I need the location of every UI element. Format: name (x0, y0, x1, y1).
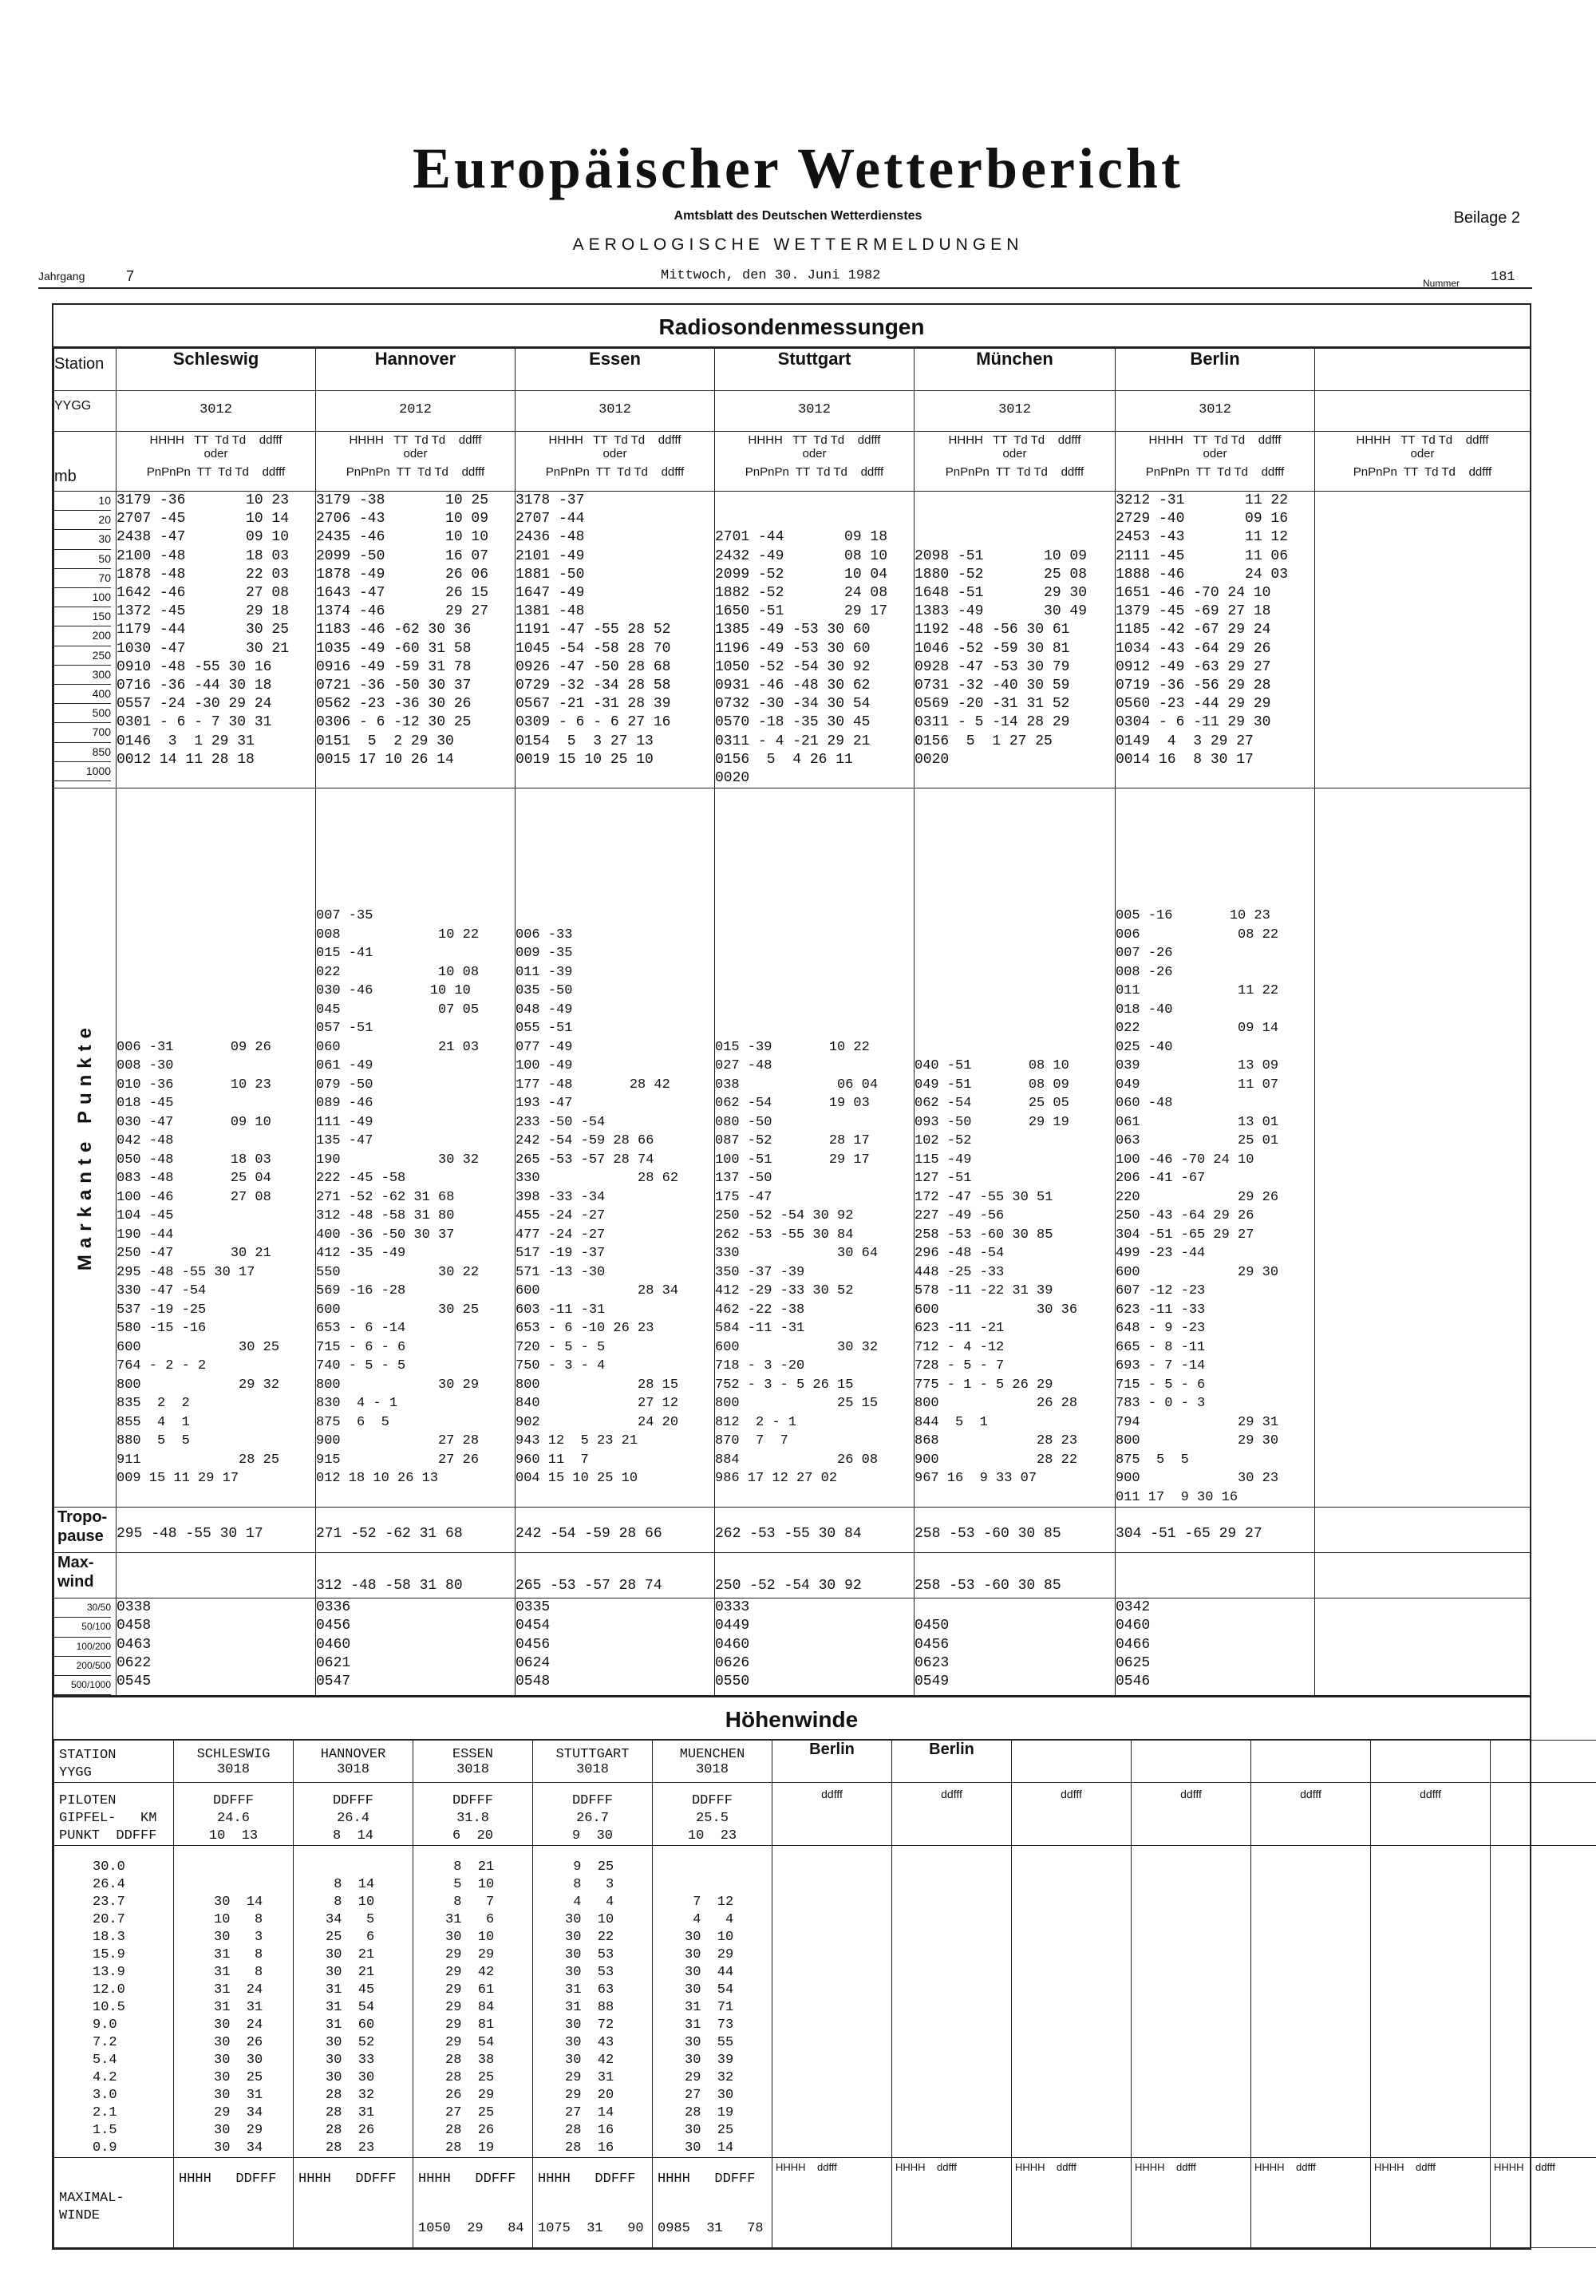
issue-date: Mittwoch, den 30. Juni 1982 (661, 268, 881, 283)
station-name-6 (1315, 349, 1531, 391)
hw-heights (54, 1846, 174, 2158)
thick-data-6 (1315, 1599, 1531, 1696)
hw-station-name: SCHLESWIG (196, 1747, 271, 1763)
pressure-level-label: 1000 (54, 762, 111, 781)
tropo-data-6 (1315, 1508, 1531, 1553)
hw-punkt: 6 20 (452, 1828, 493, 1844)
col-head-bot: PnPnPn TT Td Td ddfff (146, 465, 286, 479)
hw-ddfff-4: ddfff (1251, 1783, 1371, 1846)
col-head-top: HHHH TT Td Td ddfff (1356, 433, 1489, 447)
hw-punkt: 8 14 (332, 1828, 373, 1844)
hw-extra-max-5 (1371, 2158, 1491, 2248)
pressure-level-label: 250 (54, 646, 111, 666)
column-header-0 (117, 432, 316, 492)
hw-extra-station-0: Berlin (772, 1741, 892, 1783)
mark-data-0: 006 -31 09 26 008 -30 010 -36 10 23 018 -45 030 -47 09 10 042 -48 050 -48 18 03 083 -48 25 04 100 -46 27 08 104 -45 190 -44 250 -47 30 21 295 -48 -55 30 17 330 -47 -54 537 -19 -25 580 -15 -16 600 30 25 764 - 2 - 2 800 29 32 835 2 2 855 4 1 880 5 5 911 28 25 009 15 11 29 17 (117, 788, 316, 1508)
column-header-1 (316, 432, 516, 492)
maxwind-data-5 (1116, 1553, 1315, 1599)
pressure-level-label: 300 (54, 666, 111, 685)
hw-extra-ddfff: ddfff (817, 2161, 837, 2174)
maxwind-label: Max-wind (54, 1553, 117, 1599)
mark-data-6 (1315, 788, 1531, 1508)
hw-extra-max-head (772, 2158, 891, 2176)
radiosonde-table (53, 348, 1531, 1696)
hw-max-value (174, 2188, 293, 2220)
hw-station-name: HANNOVER (320, 1747, 386, 1763)
year-value: 7 (126, 268, 135, 284)
hw-extra-max-head (1251, 2158, 1370, 2176)
col-head-mid: oder (802, 447, 827, 460)
hw-punkt: 10 23 (687, 1828, 737, 1844)
station-name-1: Hannover (316, 349, 516, 391)
level-labels (54, 492, 116, 781)
col-head-bot: PnPnPn TT Td Td ddfff (945, 465, 1084, 479)
hw-ddfff-1: ddfff (892, 1783, 1012, 1846)
hw-max-head: HHHH DDFFF (179, 2172, 277, 2187)
level-data-5: 3212 -31 11 22 2729 -40 09 16 2453 -43 11 12 2111 -45 11 06 1888 -46 24 03 1651 -46 -70 24 10 1379 -45 -69 27 18 1185 -42 -67 29 24 1034 -43 -64 29 26 0912 -49 -63 29 27 0719 -36 -56 29 28 0560 -23 -44 29 29 0304 - 6 -11 29 30 0149 4 3 29 27 0014 16 8 30 17 (1116, 492, 1315, 788)
col-head-mid: oder (203, 447, 228, 460)
hw-extra-hhhh: HHHH (895, 2161, 926, 2174)
hw-station-4 (653, 1741, 772, 1783)
hw-max-head: HHHH DDFFF (298, 2172, 397, 2187)
hw-ddfff-0: ddfff (772, 1783, 892, 1846)
hw-extra-body-3 (1132, 1846, 1251, 2158)
hw-max-value (294, 2188, 413, 2220)
maxwind-data-6 (1315, 1553, 1531, 1599)
col-head-mid: oder (1002, 447, 1027, 460)
hw-ddfff-2: ddfff (1012, 1783, 1132, 1846)
maxwind-data-3: 250 -52 -54 30 92 (715, 1553, 915, 1599)
col-head-mid: oder (602, 447, 627, 460)
tropo-data-1: 271 -52 -62 31 68 (316, 1508, 516, 1553)
column-header-6 (1315, 432, 1531, 492)
hw-km: 26.7 (576, 1811, 609, 1827)
hw-station-0 (174, 1741, 294, 1783)
publisher-subtitle: Amtsblatt des Deutschen Wetterdienstes (674, 209, 922, 223)
hw-station-name: MUENCHEN (679, 1747, 745, 1763)
hw-extra-ddfff: ddfff (1416, 2161, 1436, 2174)
hw-pilot-label-cell (54, 1783, 174, 1846)
hw-extra-max-6 (1491, 2158, 1596, 2248)
hw-extra-max-0 (772, 2158, 892, 2248)
hw-station-yygg: 3018 (576, 1762, 609, 1778)
hw-station-yygg: 3018 (217, 1762, 250, 1778)
level-data-2: 3178 -37 2707 -44 2436 -48 2101 -49 1881 -50 1647 -49 1381 -48 1191 -47 -55 28 52 1045 -54 -58 28 70 0926 -47 -50 28 68 0729 -32 -34 28 58 0567 -21 -31 28 39 0309 - 6 - 6 27 16 0154 5 3 27 13 0019 15 10 25 10 (516, 492, 715, 788)
hw-extra-hhhh: HHHH (1015, 2161, 1045, 2174)
thick-data-5: 0342 0460 0466 0625 0546 (1116, 1599, 1315, 1696)
hw-extra-station-5 (1371, 1741, 1491, 1783)
col-head-top: HHHH TT Td Td ddfff (149, 433, 282, 447)
hw-pilot-1 (294, 1783, 413, 1846)
hw-ddfff-3: ddfff (1132, 1783, 1251, 1846)
hw-height-list: 30.0 26.4 23.7 20.7 18.3 15.9 13.9 12.0 10.5 9.0 7.2 5.4 4.2 3.0 2.1 1.5 0.9 (93, 1859, 125, 2156)
hw-extra-body-5 (1371, 1846, 1491, 2158)
station-yygg-4: 3012 (915, 391, 1116, 432)
hw-dd: DDFFF (332, 1793, 373, 1809)
hw-punkt: 9 30 (571, 1828, 613, 1844)
tropopause-label: Tropo-pause (54, 1508, 117, 1553)
thick-data-2: 0335 0454 0456 0624 0548 (516, 1599, 715, 1696)
hw-pilot-0 (174, 1783, 294, 1846)
thickness-level-label: 200/500 (54, 1657, 111, 1676)
hw-extra-max-head (1132, 2158, 1250, 2176)
station-name-0: Schleswig (117, 349, 316, 391)
hw-ddfff-empty (1491, 1783, 1596, 1846)
hw-winds-1 (294, 1846, 413, 2158)
pressure-level-label: 400 (54, 685, 111, 704)
year-label: Jahrgang (38, 270, 85, 283)
hw-wind-list: 8 14 8 10 34 5 25 6 30 21 30 21 31 45 31 54 31 60 30 52 30 33 30 30 28 32 28 31 28 26 28 23 (326, 1877, 375, 2156)
hw-dd: DDFFF (571, 1793, 613, 1809)
station-name-3: Stuttgart (715, 349, 915, 391)
level-data-1: 3179 -38 10 25 2706 -43 10 09 2435 -46 10 10 2099 -50 16 07 1878 -49 26 06 1643 -47 26 15 1374 -46 29 27 1183 -46 -62 30 36 1035 -49 -60 31 58 0916 -49 -59 31 78 0721 -36 -50 30 37 0562 -23 -36 30 26 0306 - 6 -12 30 25 0151 5 2 29 30 0015 17 10 26 14 (316, 492, 516, 788)
hw-extra-station-1: Berlin (892, 1741, 1012, 1783)
hw-station-1 (294, 1741, 413, 1783)
hw-station-3 (533, 1741, 653, 1783)
column-header-5 (1116, 432, 1315, 492)
markante-punkte-label: Markante Punkte (73, 1021, 96, 1271)
hw-station-2 (413, 1741, 533, 1783)
pressure-level-label: 10 (54, 492, 111, 511)
tropo-data-4: 258 -53 -60 30 85 (915, 1508, 1116, 1553)
pressure-level-label: 500 (54, 704, 111, 723)
hw-extra-hhhh: HHHH (776, 2161, 806, 2174)
hw-extra-max-2 (1012, 2158, 1132, 2248)
thickness-level-label: 30/50 (54, 1599, 111, 1618)
hw-extra-body-0 (772, 1846, 892, 2158)
mark-data-1: 007 -35 008 10 22 015 -41 022 10 08 030 -46 10 10 045 07 05 057 -51 060 21 03 061 -49 079 -50 089 -46 111 -49 135 -47 190 30 32 222 -45 -58 271 -52 -62 31 68 312 -48 -58 31 80 400 -36 -50 30 37 412 -35 -49 550 30 22 569 -16 -28 600 30 25 653 - 6 -14 715 - 6 - 6 740 - 5 - 5 800 30 29 830 4 - 1 875 6 5 900 27 28 915 27 26 012 18 10 26 13 (316, 788, 516, 1508)
station-yygg-1: 2012 (316, 391, 516, 432)
thickness-level-label: 100/200 (54, 1638, 111, 1657)
section-subtitle: AEROLOGISCHE WETTERMELDUNGEN (572, 235, 1024, 254)
col-head-bot: PnPnPn TT Td Td ddfff (545, 465, 685, 479)
hw-extra-max-head (892, 2158, 1011, 2176)
hw-extra-hhhh: HHHH (1135, 2161, 1165, 2174)
hw-wind-list: 7 12 4 4 30 10 30 29 30 44 30 54 31 71 31 73 30 55 30 39 29 32 27 30 28 19 30 25 30 14 (685, 1895, 734, 2156)
thick-data-4: 0450 0456 0623 0549 (915, 1599, 1116, 1696)
level-data-4: 2098 -51 10 09 1880 -52 25 08 1648 -51 29 30 1383 -49 30 49 1192 -48 -56 30 61 1046 -52 -59 30 81 0928 -47 -53 30 79 0731 -32 -40 30 59 0569 -20 -31 31 52 0311 - 5 -14 28 29 0156 5 1 27 25 0020 (915, 492, 1116, 788)
thickness-level-label: 500/1000 (54, 1676, 111, 1695)
hw-winds-3 (533, 1846, 653, 2158)
column-header-2 (516, 432, 715, 492)
hw-ddfff-5: ddfff (1371, 1783, 1491, 1846)
col-head-top: HHHH TT Td Td ddfff (948, 433, 1081, 447)
station-yygg-6 (1315, 391, 1531, 432)
col-head-mid: oder (1410, 447, 1435, 460)
col-head-bot: PnPnPn TT Td Td ddfff (1353, 465, 1492, 479)
hw-extra-max-head (1491, 2158, 1596, 2176)
hw-extra-body-2 (1012, 1846, 1132, 2158)
hw-station-label-cell (54, 1741, 174, 1783)
hw-maximal-label-cell (54, 2158, 174, 2248)
hw-station-yygg: 3018 (456, 1762, 489, 1778)
hw-extra-ddfff: ddfff (1535, 2161, 1555, 2174)
hw-extra-body-4 (1251, 1846, 1371, 2158)
hw-pilot-3 (533, 1783, 653, 1846)
hw-km: 31.8 (456, 1811, 489, 1827)
col-head-top: HHHH TT Td Td ddfff (748, 433, 881, 447)
issue-line (38, 268, 1532, 289)
number-label: Nummer (1423, 278, 1460, 289)
hw-max-head: HHHH DDFFF (418, 2172, 516, 2187)
mark-data-4: 040 -51 08 10 049 -51 08 09 062 -54 25 05 093 -50 29 19 102 -52 115 -49 127 -51 172 -47 -55 30 51 227 -49 -56 258 -53 -60 30 85 296 -48 -54 448 -25 -33 578 -11 -22 31 39 600 30 36 623 -11 -21 712 - 4 -12 728 - 5 - 7 775 - 1 - 5 26 29 800 26 28 844 5 1 868 28 23 900 28 22 967 16 9 33 07 (915, 788, 1116, 1508)
hoehenwinde-table (53, 1740, 1596, 2248)
hw-station-yygg: 3018 (696, 1762, 729, 1778)
col-head-mid: oder (403, 447, 428, 460)
station-label: Station (54, 349, 117, 391)
supplement-label: Beilage 2 (1453, 209, 1520, 227)
col-head-top: HHHH TT Td Td ddfff (349, 433, 482, 447)
hw-extra-ddfff: ddfff (937, 2161, 957, 2174)
hw-extra-station-4 (1251, 1741, 1371, 1783)
mark-data-2: 006 -33 009 -35 011 -39 035 -50 048 -49 055 -51 077 -49 100 -49 177 -48 28 42 193 -47 233 -50 -54 242 -54 -59 28 66 265 -53 -57 28 74 330 28 62 398 -33 -34 455 -24 -27 477 -24 -27 517 -19 -37 571 -13 -30 600 28 34 603 -11 -31 653 - 6 -10 26 23 720 - 5 - 5 750 - 3 - 4 800 28 15 840 27 12 902 24 20 943 12 5 23 21 960 11 7 004 15 10 25 10 (516, 788, 715, 1508)
hw-km: 26.4 (337, 1811, 369, 1827)
mark-data-3: 015 -39 10 22 027 -48 038 06 04 062 -54 19 03 080 -50 087 -52 28 17 100 -51 29 17 137 -50 175 -47 250 -52 -54 30 92 262 -53 -55 30 84 330 30 64 350 -37 -39 412 -29 -33 30 52 462 -22 -38 584 -11 -31 600 30 32 718 - 3 -20 752 - 3 - 5 26 15 800 25 15 812 2 - 1 870 7 7 884 26 08 986 17 12 27 02 (715, 788, 915, 1508)
markante-punkte-label-cell (54, 788, 117, 1508)
hw-extra-ddfff: ddfff (1057, 2161, 1077, 2174)
radiosonde-title: Radiosondenmessungen (53, 305, 1530, 348)
hw-max-0 (174, 2158, 294, 2248)
hw-extra-ddfff: ddfff (1176, 2161, 1196, 2174)
column-header-3 (715, 432, 915, 492)
pressure-level-label: 200 (54, 626, 111, 646)
level-list (54, 492, 117, 788)
tropo-data-0: 295 -48 -55 30 17 (117, 1508, 316, 1553)
hw-max-value: 1050 29 84 (418, 2221, 524, 2237)
thickness-levels (54, 1599, 117, 1696)
mb-text: mb (54, 468, 77, 485)
thick-data-3: 0333 0449 0460 0626 0550 (715, 1599, 915, 1696)
tropo-data-3: 262 -53 -55 30 84 (715, 1508, 915, 1553)
hw-extra-body-1 (892, 1846, 1012, 2158)
hw-punkt: 10 13 (208, 1828, 259, 1844)
col-head-top: HHHH TT Td Td ddfff (1148, 433, 1282, 447)
hw-extra-hhhh: HHHH (1254, 2161, 1285, 2174)
hw-extra-body-6 (1491, 1846, 1596, 2158)
hw-station-label: STATION (59, 1748, 117, 1764)
hw-station-name: STUTTGART (555, 1747, 630, 1763)
station-yygg-3: 3012 (715, 391, 915, 432)
hw-extra-max-3 (1132, 2158, 1251, 2248)
hw-dd: DDFFF (212, 1793, 254, 1809)
thickness-labels (54, 1599, 116, 1695)
pressure-level-label: 30 (54, 530, 111, 549)
hw-station-yygg: 3018 (337, 1762, 369, 1778)
hw-max-2 (413, 2158, 533, 2248)
mark-data-5: 005 -16 10 23 006 08 22 007 -26 008 -26 011 11 22 018 -40 022 09 14 025 -40 039 13 09 049 11 07 060 -48 061 13 01 063 25 01 100 -46 -70 24 10 206 -41 -67 220 29 26 250 -43 -64 29 26 304 -51 -65 29 27 499 -23 -44 600 29 30 607 -12 -23 623 -11 -33 648 - 9 -23 665 - 8 -11 693 - 7 -14 715 - 5 - 6 783 - 0 - 3 794 29 31 800 29 30 875 5 5 900 30 23 011 17 9 30 16 (1116, 788, 1315, 1508)
hw-wind-list: 9 25 8 3 4 4 30 10 30 22 30 53 30 53 31 63 31 88 30 72 30 43 30 42 29 31 29 20 27 14 28 16 28 16 (565, 1859, 614, 2156)
hw-km: 25.5 (696, 1811, 729, 1827)
hw-max-head: HHHH DDFFF (538, 2172, 636, 2187)
hw-extra-max-head (1371, 2158, 1490, 2176)
hw-max-1 (294, 2158, 413, 2248)
pressure-level-label: 150 (54, 607, 111, 626)
hw-maximal-label: MAXIMAL- WINDE (59, 2191, 124, 2224)
hw-station-name: ESSEN (452, 1747, 493, 1763)
hw-max-3 (533, 2158, 653, 2248)
hoehenwinde-title: Höhenwinde (53, 1696, 1530, 1740)
station-name-5: Berlin (1116, 349, 1315, 391)
hw-km: 24.6 (217, 1811, 250, 1827)
hw-wind-list: 8 21 5 10 8 7 31 6 30 10 29 29 29 42 29 61 29 84 29 81 29 54 28 38 28 25 26 29 27 25 28 26 28 19 (445, 1859, 495, 2156)
station-name-2: Essen (516, 349, 715, 391)
col-head-mid: oder (1203, 447, 1227, 460)
col-head-top: HHHH TT Td Td ddfff (548, 433, 681, 447)
hw-max-value: 0985 31 78 (658, 2221, 764, 2237)
yygg-label: YYGG (54, 391, 117, 432)
maxwind-data-0 (117, 1553, 316, 1599)
col-head-bot: PnPnPn TT Td Td ddfff (745, 465, 884, 479)
hw-max-head: HHHH DDFFF (658, 2172, 756, 2187)
pressure-level-label: 100 (54, 588, 111, 607)
level-data-6 (1315, 492, 1531, 788)
hw-max-4 (653, 2158, 772, 2248)
station-yygg-0: 3012 (117, 391, 316, 432)
column-header-4 (915, 432, 1116, 492)
level-data-0: 3179 -36 10 23 2707 -45 10 14 2438 -47 09 10 2100 -48 18 03 1878 -48 22 03 1642 -46 27 08 1372 -45 29 18 1179 -44 30 25 1030 -47 30 21 0910 -48 -55 30 16 0716 -36 -44 30 18 0557 -24 -30 29 24 0301 - 6 - 7 30 31 0146 3 1 29 31 0012 14 11 28 18 (117, 492, 316, 788)
hw-wind-list: 30 14 10 8 30 3 31 8 31 8 31 24 31 31 30 24 30 26 30 30 30 25 30 31 29 34 30 29 30 34 (214, 1895, 263, 2156)
station-name-4: München (915, 349, 1116, 391)
col-head-bot: PnPnPn TT Td Td ddfff (346, 465, 485, 479)
hw-dd: DDFFF (452, 1793, 493, 1809)
hw-pilot-label: PILOTEN GIPFEL- KM PUNKT DDFFF (59, 1793, 157, 1844)
hw-winds-0 (174, 1846, 294, 2158)
hw-extra-ddfff: ddfff (1296, 2161, 1316, 2174)
hw-dd: DDFFF (691, 1793, 733, 1809)
hw-extra-station-2 (1012, 1741, 1132, 1783)
pressure-level-label: 70 (54, 569, 111, 588)
tropo-data-5: 304 -51 -65 29 27 (1116, 1508, 1315, 1553)
hw-extra-station-3 (1132, 1741, 1251, 1783)
thickness-level-label: 50/100 (54, 1618, 111, 1637)
pressure-level-label: 700 (54, 723, 111, 742)
pressure-level-label: 20 (54, 511, 111, 530)
radiosonde-frame (52, 303, 1555, 2250)
number-value: 181 (1491, 270, 1515, 285)
pressure-level-label: 850 (54, 743, 111, 762)
hw-extra-hhhh: HHHH (1374, 2161, 1404, 2174)
pressure-level-label: 50 (54, 550, 111, 569)
thick-data-1: 0336 0456 0460 0621 0547 (316, 1599, 516, 1696)
station-yygg-2: 3012 (516, 391, 715, 432)
hw-extra-max-4 (1251, 2158, 1371, 2248)
mb-label (54, 432, 117, 492)
maxwind-data-2: 265 -53 -57 28 74 (516, 1553, 715, 1599)
hw-yygg-label: YYGG (59, 1765, 92, 1781)
maxwind-data-1: 312 -48 -58 31 80 (316, 1553, 516, 1599)
hw-max-value: 1075 31 90 (538, 2221, 644, 2237)
maxwind-data-4: 258 -53 -60 30 85 (915, 1553, 1116, 1599)
level-data-3: 2701 -44 09 18 2432 -49 08 10 2099 -52 10 04 1882 -52 24 08 1650 -51 29 17 1385 -49 -53 30 60 1196 -49 -53 30 60 1050 -52 -54 30 92 0931 -46 -48 30 62 0732 -30 -34 30 54 0570 -18 -35 30 45 0311 - 4 -21 29 21 0156 5 4 26 11 0020 (715, 492, 915, 788)
hw-winds-4 (653, 1846, 772, 2158)
page-title: Europäischer Wetterbericht (413, 136, 1183, 200)
hw-extra-max-head (1012, 2158, 1131, 2176)
station-yygg-5: 3012 (1116, 391, 1315, 432)
hw-extra-max-1 (892, 2158, 1012, 2248)
thick-data-0: 0338 0458 0463 0622 0545 (117, 1599, 316, 1696)
hw-extra-hhhh: HHHH (1494, 2161, 1524, 2174)
hw-pilot-2 (413, 1783, 533, 1846)
hw-extra-empty (1491, 1741, 1596, 1783)
tropo-data-2: 242 -54 -59 28 66 (516, 1508, 715, 1553)
hw-pilot-4 (653, 1783, 772, 1846)
col-head-bot: PnPnPn TT Td Td ddfff (1145, 465, 1285, 479)
hw-winds-2 (413, 1846, 533, 2158)
